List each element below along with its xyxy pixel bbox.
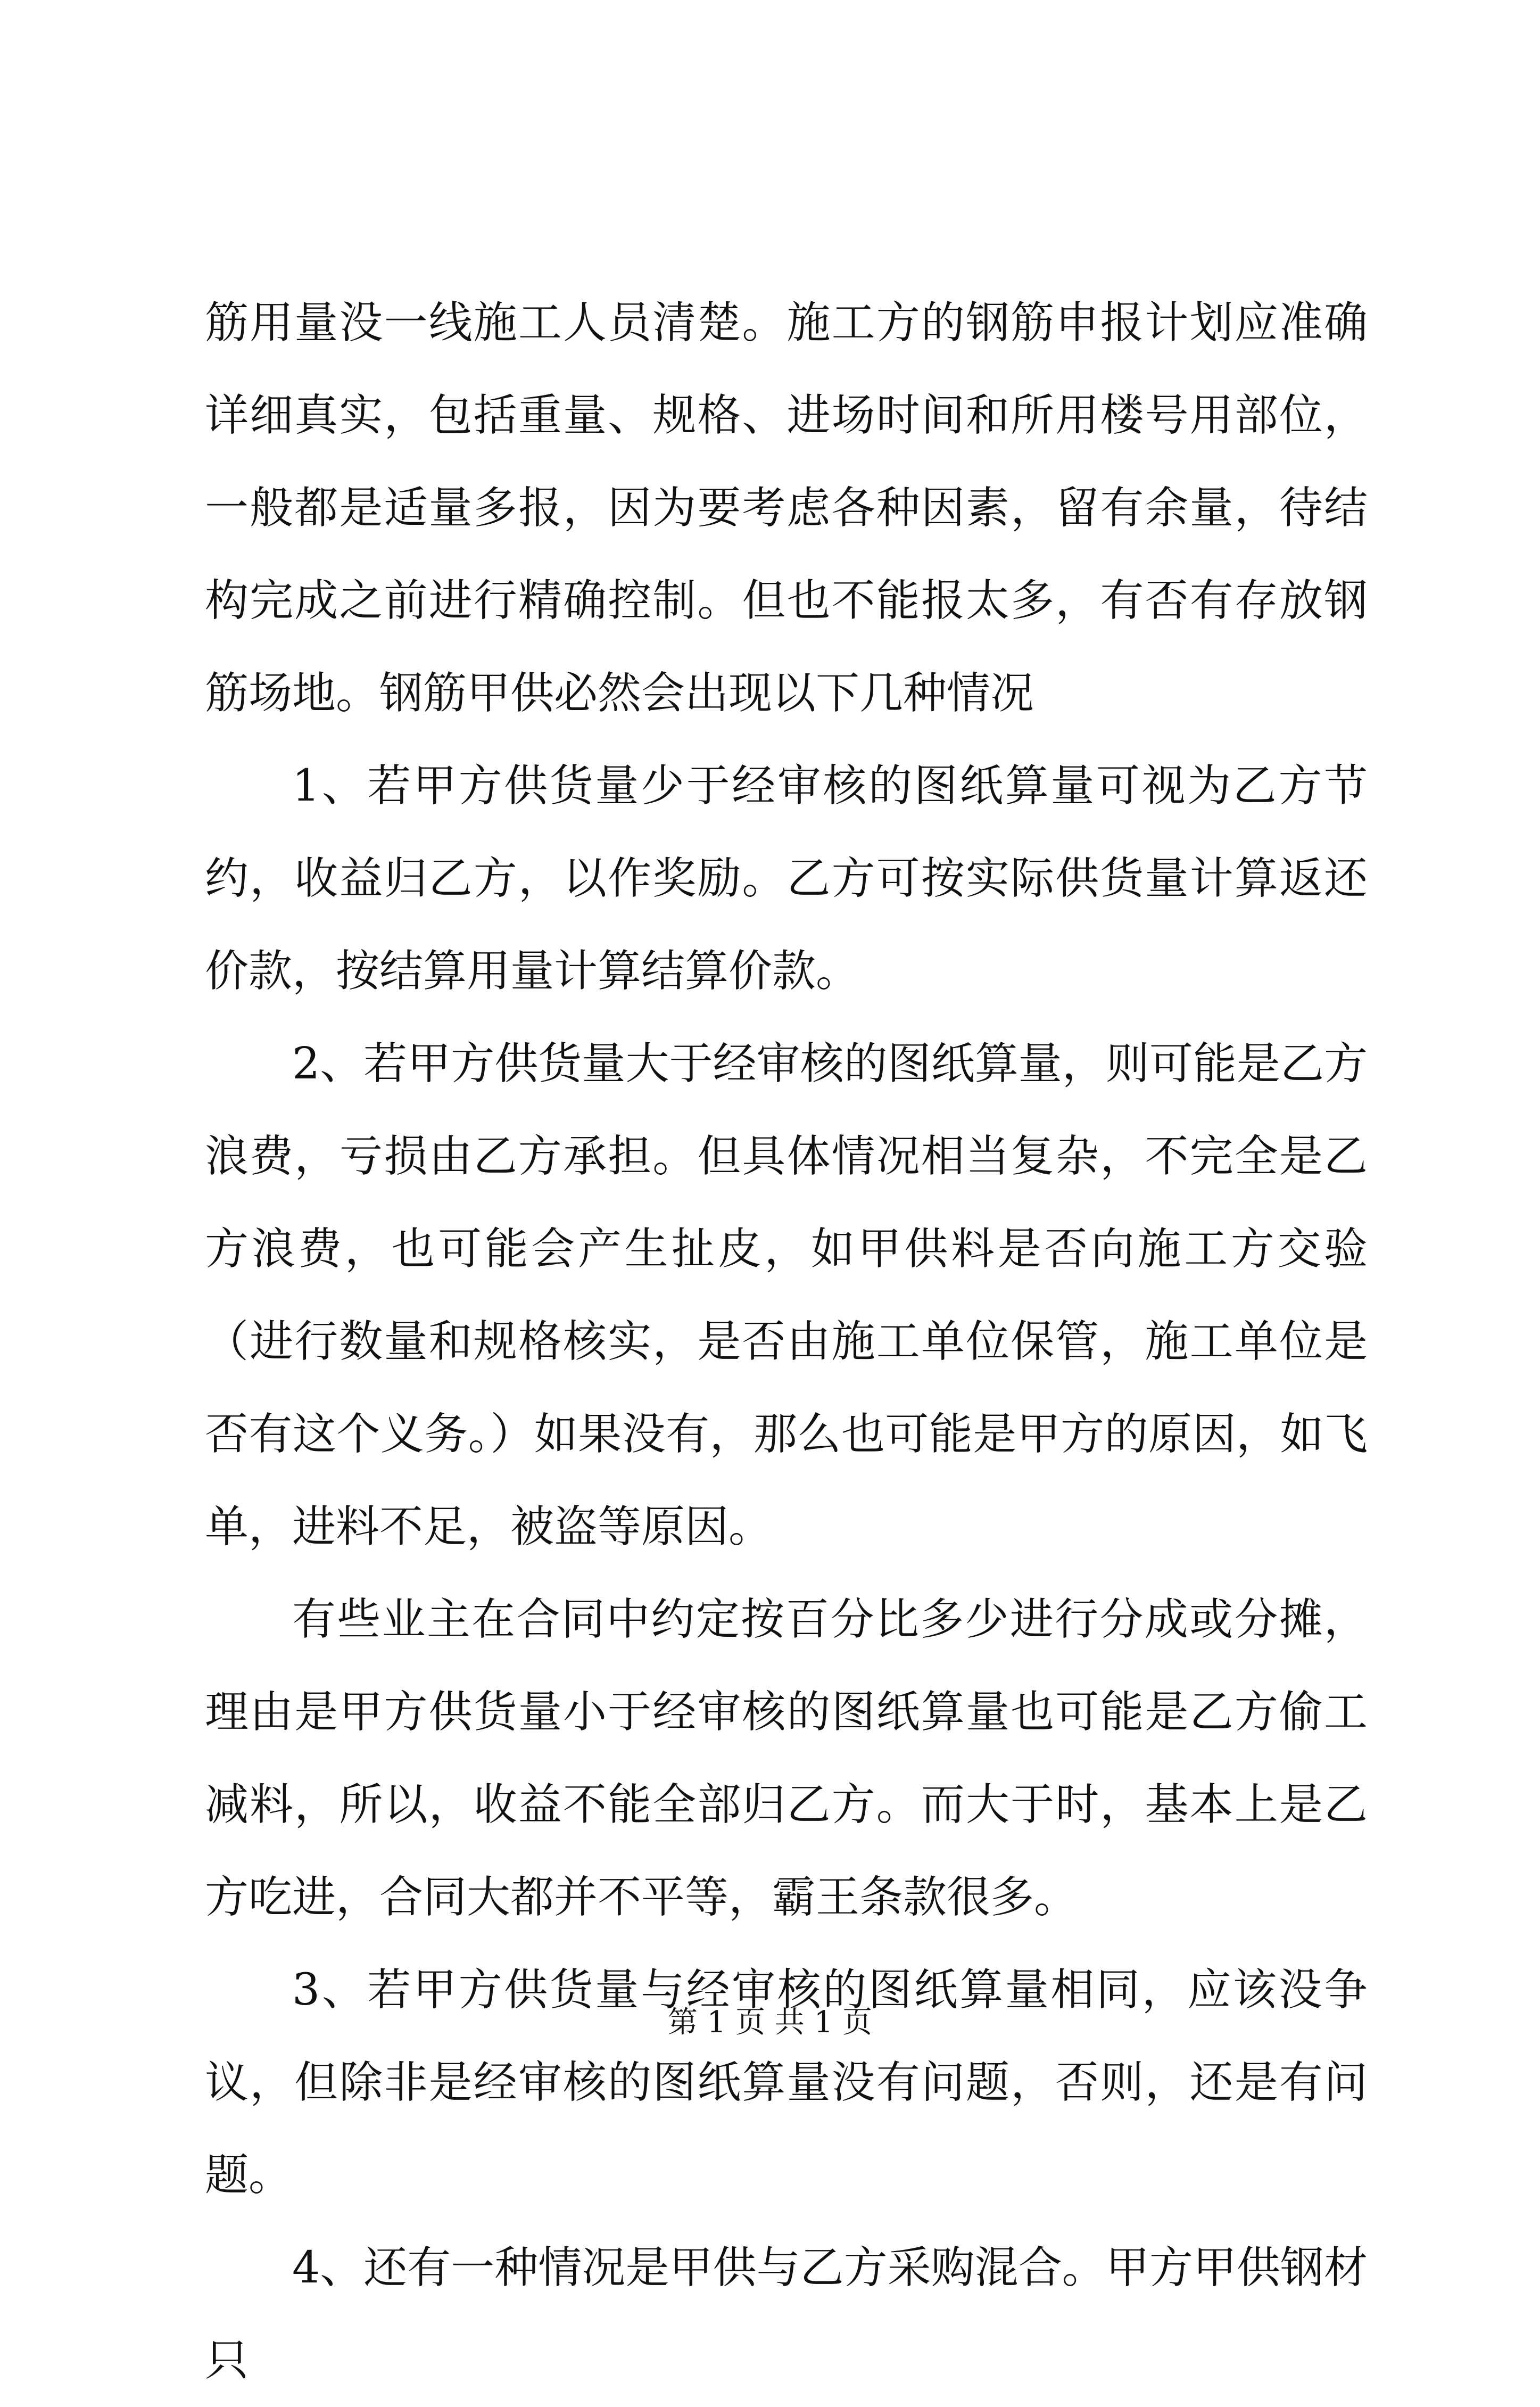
paragraph-4: 有些业主在合同中约定按百分比多少进行分成或分摊，理由是甲方供货量小于经审核的图纸算量也可能是乙方偷工减料，所以，收益不能全部归乙方。而大于时，基本上是乙方吃进，合同大都并不平等，霸王条款很多。 (205, 1594, 1368, 1923)
paragraph-6: 4、还有一种情况是甲供与乙方采购混合。甲方甲供钢材只 (205, 2243, 1368, 2386)
paragraph-2: 1、若甲方供货量少于经审核的图纸算量可视为乙方节约，收益归乙方，以作奖励。乙方可按实际供货量计算返还价款，按结算用量计算结算价款。 (205, 761, 1368, 996)
paragraph-1: 筋用量没一线施工人员清楚。施工方的钢筋申报计划应准确详细真实，包括重量、规格、进场时间和所用楼号用部位，一般都是适量多报，因为要考虑各种因素，留有余量，待结构完成之前进行精确控制。但也不能报太多，有否有存放钢筋场地。钢筋甲供必然会出现以下几种情况 (205, 298, 1368, 719)
paragraph-3: 2、若甲方供货量大于经审核的图纸算量，则可能是乙方浪费，亏损由乙方承担。但具体情况相当复杂，不完全是乙方浪费，也可能会产生扯皮，如甲供料是否向施工方交验（进行数量和规格核实，是否由施工单位保管，施工单位是否有这个义务。）如果没有，那么也可能是甲方的原因，如飞单，进料不足，被盗等原因。 (205, 1038, 1368, 1552)
page-footer: 第 1 页 共 1 页 (667, 2005, 873, 2040)
paragraph-5: 3、若甲方供货量与经审核的图纸算量相同，应该没争议，但除非是经审核的图纸算量没有问题，否则，还是有问题。 (205, 1965, 1368, 2200)
document-body (205, 277, 1368, 2407)
